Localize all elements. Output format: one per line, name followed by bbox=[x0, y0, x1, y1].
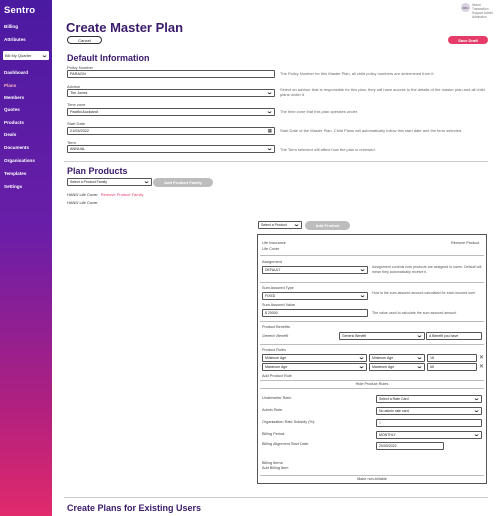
policy-number-input[interactable]: PARAGN bbox=[67, 70, 275, 78]
timezone-label: Time zone bbox=[67, 102, 86, 107]
sidebar-item-billing[interactable]: Billing bbox=[4, 24, 19, 29]
billing-items-label: Billing Items: bbox=[262, 461, 284, 465]
make-non-billable-link[interactable]: Make non-billable bbox=[357, 477, 387, 481]
underwriter-rate-label: Underwriter Rate: bbox=[262, 396, 292, 400]
rule-field-select[interactable]: Maximum Age ⌄ bbox=[262, 363, 367, 371]
product-panel bbox=[257, 234, 487, 484]
chevron-down-icon: ⌄ bbox=[358, 293, 367, 299]
app-logo: Sentro bbox=[4, 5, 36, 16]
divider bbox=[260, 255, 484, 256]
sidebar-item-deals[interactable]: Deals bbox=[4, 132, 17, 137]
sidebar-item-quotes[interactable]: Quotes bbox=[4, 107, 20, 112]
product-family-tag: HAND Life Cover Remove Product Family bbox=[67, 192, 144, 197]
chevron-down-icon: ⌄ bbox=[357, 364, 366, 370]
chevron-down-icon: ⌄ bbox=[265, 146, 274, 152]
divider bbox=[64, 161, 488, 162]
product-sub: Life Cover bbox=[262, 247, 280, 251]
chevron-down-icon: ⌄ bbox=[415, 355, 424, 361]
sidebar-item-dashboard[interactable]: Dashboard bbox=[4, 70, 28, 75]
advisor-help: Select an advisor that is responsible for this plan, they will have access to the details of the master plan and all child plans under it bbox=[280, 87, 485, 97]
subsidy-input[interactable]: 0 bbox=[376, 419, 482, 427]
billing-alignment-label: Billing Alignment Start Date: bbox=[262, 442, 310, 446]
chevron-down-icon: ⌄ bbox=[142, 179, 151, 185]
user-name: Island Transaction Support Admin Admission bbox=[472, 3, 493, 19]
sum-assured-value-help: The value used to calculate the sum assured amount bbox=[372, 311, 457, 315]
cancel-button[interactable]: Cancel bbox=[67, 36, 102, 44]
term-label: Term bbox=[67, 140, 76, 145]
admin-rate-select[interactable]: No admin rate card ⌄ bbox=[376, 407, 482, 415]
existing-plans-heading: Create Plans for Existing Users bbox=[67, 503, 202, 513]
close-icon[interactable]: ✕ bbox=[479, 364, 485, 370]
divider bbox=[260, 475, 484, 476]
billing-alignment-input[interactable]: 20/03/2022 bbox=[376, 442, 444, 450]
divider bbox=[260, 282, 484, 283]
sum-assured-value-input[interactable]: $ 20000 bbox=[262, 309, 368, 317]
sum-assured-type-help: How is the sum assured amount calculated for each insured user bbox=[372, 291, 476, 295]
sidebar-item-templates[interactable]: Templates bbox=[4, 171, 27, 176]
sum-assured-type-label: Sum Assured Type bbox=[262, 286, 294, 290]
product-family-item[interactable]: HAND Life Cover bbox=[67, 200, 98, 205]
chevron-down-icon: ⌄ bbox=[472, 432, 481, 438]
product-rules-heading: Product Rules bbox=[262, 348, 286, 352]
start-date-label: Start Date bbox=[67, 121, 86, 126]
timezone-help: The time zone that this plan operates under. bbox=[280, 109, 359, 114]
rule-value-input[interactable]: 18 bbox=[427, 354, 477, 362]
chevron-down-icon: ⌄ bbox=[292, 222, 301, 228]
divider bbox=[260, 388, 484, 389]
add-product-family-button[interactable]: Add Product Family bbox=[153, 178, 213, 187]
hide-product-rules-link[interactable]: Hide Product Rules bbox=[355, 382, 389, 386]
chevron-down-icon: ⌄ bbox=[358, 267, 367, 273]
divider bbox=[260, 344, 484, 345]
chevron-down-icon: ⌄ bbox=[265, 109, 274, 115]
subsidy-label: Organisation Rate Subsidy (%): bbox=[262, 420, 316, 424]
chevron-down-icon: ⌄ bbox=[472, 408, 481, 414]
sidebar-item-members[interactable]: Members bbox=[4, 95, 25, 100]
sidebar-item-settings[interactable]: Settings bbox=[4, 184, 23, 189]
start-date-input[interactable]: 21/03/2022 ▦ bbox=[67, 127, 275, 135]
close-icon[interactable]: ✕ bbox=[479, 355, 485, 361]
sum-assured-value-label: Sum Assured Value bbox=[262, 303, 296, 307]
rule-field-select[interactable]: Minimum Age ⌄ bbox=[262, 354, 367, 362]
remove-product-family-link[interactable]: Remove Product Family bbox=[100, 192, 144, 197]
remove-product-link[interactable]: Remove Product bbox=[451, 241, 480, 245]
divider bbox=[260, 321, 484, 322]
sidebar-item-organisations[interactable]: Organisations bbox=[4, 158, 35, 163]
policy-number-help: The Policy Number for this Master Plan, all child policy numbers are determined from it. bbox=[280, 71, 435, 76]
divider bbox=[260, 380, 484, 381]
policy-number-label: Policy Number bbox=[67, 65, 94, 70]
rule-operator-select[interactable]: Minimum Age ⌄ bbox=[369, 354, 425, 362]
sidebar-item-documents[interactable]: Documents bbox=[4, 145, 30, 150]
divider bbox=[64, 497, 488, 498]
sum-assured-type-select[interactable]: FIXED ⌄ bbox=[262, 292, 368, 300]
user-menu[interactable] bbox=[461, 3, 494, 19]
save-draft-button[interactable]: Save Draft bbox=[448, 36, 488, 44]
chevron-down-icon: ⌄ bbox=[415, 364, 424, 370]
term-help: The Term selected will affect how the plan is renewed. bbox=[280, 147, 376, 152]
admin-rate-label: Admin Rate: bbox=[262, 408, 283, 412]
plan-products-heading: Plan Products bbox=[67, 166, 128, 176]
advisor-select[interactable]: Tim Jones ⌄ bbox=[67, 89, 275, 97]
sidebar-item-products[interactable]: Products bbox=[4, 120, 24, 125]
sidebar-item-attributes[interactable]: Attributes bbox=[4, 37, 26, 42]
add-product-button[interactable]: Add Product bbox=[305, 221, 350, 230]
product-benefits-heading: Product Benefits bbox=[262, 325, 290, 329]
product-family-select[interactable]: Select a Product Family ⌄ bbox=[67, 178, 152, 186]
chevron-down-icon: ⌄ bbox=[357, 355, 366, 361]
term-select[interactable]: ANNUAL ⌄ bbox=[67, 145, 275, 153]
advisor-label: Advisor bbox=[67, 84, 81, 89]
underwriter-rate-select[interactable]: Select a Rate Card ⌄ bbox=[376, 395, 482, 403]
timezone-select[interactable]: Pacific/Auckland ⌄ bbox=[67, 108, 275, 116]
product-name: Life Insurance bbox=[262, 241, 286, 245]
add-billing-item-link[interactable]: Add Billing Item bbox=[262, 466, 289, 470]
generic-benefit-label: Generic Benefit bbox=[262, 334, 289, 338]
benefit-value-input[interactable]: A Benefit you have bbox=[426, 332, 482, 340]
chevron-down-icon: ⌄ bbox=[265, 90, 274, 96]
billing-period-label: Billing Period: bbox=[262, 432, 286, 436]
sidebar bbox=[0, 0, 52, 516]
default-info-heading: Default Information bbox=[67, 53, 150, 63]
chevron-down-icon: ⌄ bbox=[472, 396, 481, 402]
assignment-label: Assignment bbox=[262, 260, 282, 264]
sidebar-item-plans[interactable]: Plans bbox=[4, 83, 17, 88]
start-date-help: Start Date of the Master Plan. Child Plans will automatically follow this start date and the term selected. bbox=[280, 128, 463, 133]
assignment-help: Assignment controls how products are assigned to users. Default will mean they automatically receive it. bbox=[372, 265, 482, 274]
product-select[interactable]: Select a Product ⌄ bbox=[258, 221, 302, 229]
page-title: Create Master Plan bbox=[66, 20, 184, 35]
calendar-icon[interactable]: ▦ bbox=[267, 128, 272, 133]
assignment-select[interactable]: DEFAULT ⌄ bbox=[262, 266, 368, 274]
chevron-down-icon: ⌄ bbox=[40, 52, 49, 59]
add-product-rule-link[interactable]: Add Product Rule bbox=[262, 374, 292, 378]
quarter-select[interactable]: Bill My Quarter ⌄ bbox=[5, 52, 49, 59]
chevron-down-icon: ⌄ bbox=[415, 333, 424, 339]
generic-benefit-select[interactable]: Generic Benefit ⌄ bbox=[339, 332, 425, 340]
rule-operator-select[interactable]: Maximum Age ⌄ bbox=[369, 363, 425, 371]
rule-value-input[interactable]: 65 bbox=[427, 363, 477, 371]
avatar: ABC bbox=[461, 3, 470, 12]
billing-period-select[interactable]: MONTHLY ⌄ bbox=[376, 431, 482, 439]
